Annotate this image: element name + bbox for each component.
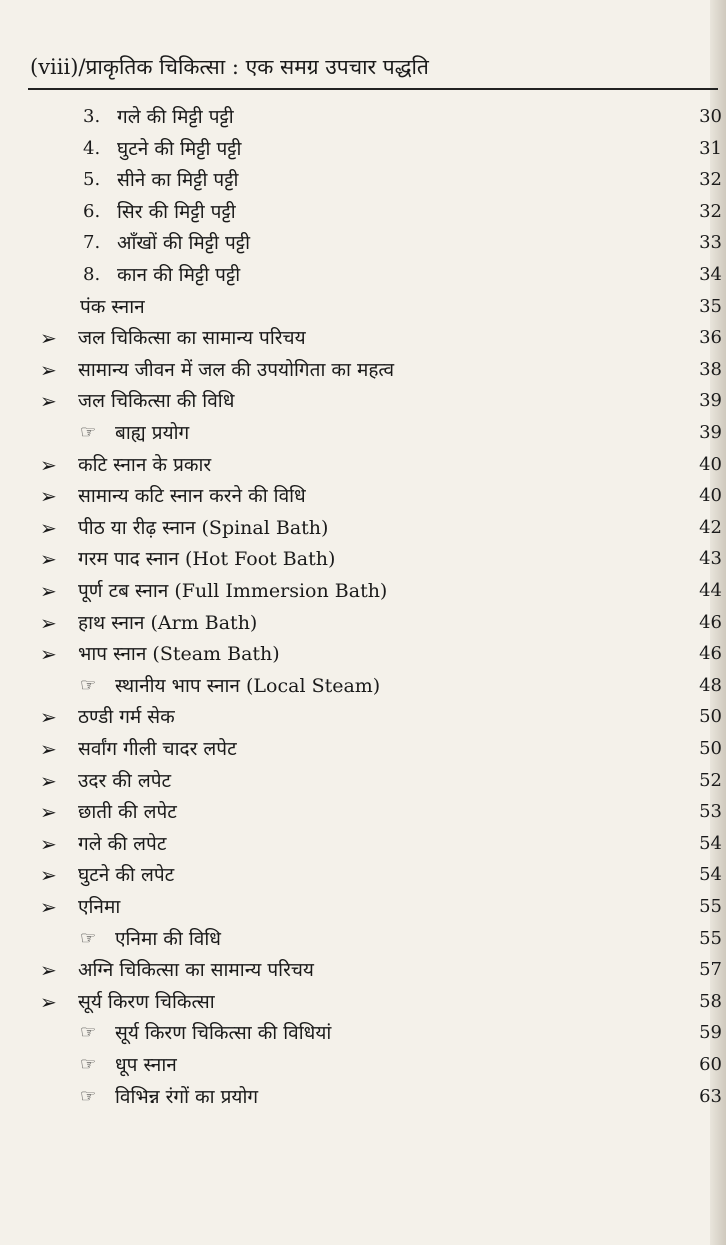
entry-page-number: 63 bbox=[699, 1085, 722, 1107]
arrow-bullet-icon: ➢ bbox=[40, 547, 57, 572]
toc-entry bbox=[0, 576, 726, 606]
arrow-bullet-icon: ➢ bbox=[40, 515, 57, 540]
entry-title: सूर्य किरण चिकित्सा bbox=[78, 990, 215, 1013]
entry-page-number: 53 bbox=[699, 801, 722, 823]
entry-page-number: 57 bbox=[699, 959, 722, 981]
entry-page-number: 42 bbox=[699, 516, 722, 538]
entry-page-number: 43 bbox=[699, 548, 722, 570]
arrow-bullet-icon: ➢ bbox=[40, 389, 57, 414]
entry-page-number: 40 bbox=[699, 453, 722, 475]
arrow-bullet-icon: ➢ bbox=[40, 863, 57, 888]
entry-title: एनिमा की विधि bbox=[115, 927, 221, 950]
entry-title: सूर्य किरण चिकित्सा की विधियां bbox=[115, 1022, 332, 1045]
entry-number: 5. bbox=[83, 169, 101, 191]
entry-number: 4. bbox=[83, 137, 101, 159]
toc-entry bbox=[0, 102, 726, 132]
entry-title: अग्नि चिकित्सा का सामान्य परिचय bbox=[78, 959, 314, 982]
entry-page-number: 32 bbox=[699, 169, 722, 191]
entry-page-number: 60 bbox=[699, 1054, 722, 1075]
pointing-hand-icon: ☞ bbox=[80, 1022, 97, 1044]
arrow-bullet-icon: ➢ bbox=[40, 705, 57, 730]
entry-page-number: 35 bbox=[699, 295, 722, 317]
toc-entry bbox=[0, 892, 726, 922]
entry-page-number: 36 bbox=[699, 327, 722, 349]
entry-title: सीने का मिट्टी पट्टी bbox=[117, 169, 239, 192]
entry-page-number: 39 bbox=[699, 422, 722, 443]
entry-title: हाथ स्नान (Arm Bath) bbox=[78, 611, 258, 634]
toc-entry bbox=[0, 797, 726, 827]
toc-entry bbox=[0, 702, 726, 732]
toc-entry bbox=[0, 608, 726, 638]
entry-title: सिर की मिट्टी पट्टी bbox=[117, 200, 236, 223]
toc-entry bbox=[0, 260, 726, 290]
entry-number: 3. bbox=[83, 106, 101, 127]
entry-title: कान की मिट्टी पट्टी bbox=[117, 264, 241, 286]
entry-title: भाप स्नान (Steam Bath) bbox=[78, 643, 280, 666]
entry-title: पीठ या रीढ़ स्नान (Spinal Bath) bbox=[78, 516, 329, 539]
entry-page-number: 38 bbox=[699, 358, 722, 380]
entry-page-number: 31 bbox=[699, 137, 722, 159]
entry-page-number: 40 bbox=[699, 485, 722, 507]
entry-page-number: 55 bbox=[699, 927, 722, 949]
entry-title: छाती की लपेट bbox=[78, 801, 177, 824]
arrow-bullet-icon: ➢ bbox=[40, 326, 57, 351]
arrow-bullet-icon: ➢ bbox=[40, 610, 57, 635]
toc-entry bbox=[0, 450, 726, 480]
toc-entry bbox=[0, 165, 726, 195]
toc-entry bbox=[0, 766, 726, 796]
entry-number: 6. bbox=[83, 200, 101, 222]
toc-entry bbox=[0, 924, 726, 954]
entry-title: उदर की लपेट bbox=[78, 769, 172, 792]
entry-title: घुटने की मिट्टी पट्टी bbox=[117, 137, 242, 160]
toc-entry bbox=[0, 1050, 726, 1080]
arrow-bullet-icon: ➢ bbox=[40, 800, 57, 825]
arrow-bullet-icon: ➢ bbox=[40, 989, 57, 1014]
entry-page-number: 32 bbox=[699, 200, 722, 222]
arrow-bullet-icon: ➢ bbox=[40, 452, 57, 477]
toc-entry bbox=[0, 197, 726, 227]
entry-title: सर्वांग गीली चादर लपेट bbox=[78, 738, 237, 760]
entry-page-number: 30 bbox=[699, 106, 722, 127]
entry-page-number: 54 bbox=[699, 832, 722, 854]
entry-title: विभिन्न रंगों का प्रयोग bbox=[115, 1085, 259, 1108]
toc-entry bbox=[0, 639, 726, 669]
entry-page-number: 59 bbox=[699, 1022, 722, 1044]
toc-entry bbox=[0, 323, 726, 353]
toc-entry bbox=[0, 955, 726, 985]
entry-page-number: 39 bbox=[699, 390, 722, 412]
entry-title: जल चिकित्सा का सामान्य परिचय bbox=[78, 327, 306, 350]
toc-entry bbox=[0, 1082, 726, 1112]
arrow-bullet-icon: ➢ bbox=[40, 579, 57, 603]
toc-entry bbox=[0, 228, 726, 258]
pointing-hand-icon: ☞ bbox=[80, 422, 97, 443]
toc-entry bbox=[0, 1018, 726, 1048]
entry-title: पंक स्नान bbox=[80, 295, 145, 318]
running-header: (viii)/प्राकृतिक चिकित्सा : एक समग्र उपचार पद्धति bbox=[30, 55, 429, 79]
toc-entry bbox=[0, 292, 726, 322]
entry-page-number: 48 bbox=[699, 674, 722, 696]
arrow-bullet-icon: ➢ bbox=[40, 895, 57, 919]
toc-entry bbox=[0, 134, 726, 164]
toc-entry bbox=[0, 544, 726, 574]
pointing-hand-icon: ☞ bbox=[80, 1054, 97, 1075]
entry-title: आँखों की मिट्टी पट्टी bbox=[117, 232, 251, 255]
entry-title: जल चिकित्सा की विधि bbox=[78, 390, 235, 413]
entry-title: धूप स्नान bbox=[115, 1054, 177, 1076]
arrow-bullet-icon: ➢ bbox=[40, 737, 57, 761]
entry-page-number: 55 bbox=[699, 896, 722, 917]
toc-entry bbox=[0, 513, 726, 543]
entry-title: ठण्डी गर्म सेक bbox=[78, 706, 175, 729]
entry-page-number: 50 bbox=[699, 738, 722, 759]
arrow-bullet-icon: ➢ bbox=[40, 484, 57, 509]
entry-page-number: 46 bbox=[699, 611, 722, 633]
toc-entry bbox=[0, 671, 726, 701]
arrow-bullet-icon: ➢ bbox=[40, 642, 57, 667]
header-rule bbox=[28, 88, 718, 90]
toc-entry bbox=[0, 860, 726, 890]
entry-page-number: 54 bbox=[699, 864, 722, 886]
entry-page-number: 58 bbox=[699, 990, 722, 1012]
entry-number: 7. bbox=[83, 232, 101, 254]
toc-entry bbox=[0, 355, 726, 385]
arrow-bullet-icon: ➢ bbox=[40, 357, 57, 382]
entry-page-number: 52 bbox=[699, 769, 722, 791]
entry-title: कटि स्नान के प्रकार bbox=[78, 453, 212, 476]
arrow-bullet-icon: ➢ bbox=[40, 958, 57, 983]
arrow-bullet-icon: ➢ bbox=[40, 831, 57, 856]
toc-entry bbox=[0, 481, 726, 511]
entry-title: सामान्य जीवन में जल की उपयोगिता का महत्व bbox=[78, 358, 395, 381]
entry-title: बाह्य प्रयोग bbox=[115, 422, 190, 444]
toc-entry bbox=[0, 734, 726, 764]
entry-title: सामान्य कटि स्नान करने की विधि bbox=[78, 485, 306, 508]
pointing-hand-icon: ☞ bbox=[80, 674, 97, 696]
entry-title: गले की मिट्टी पट्टी bbox=[117, 106, 234, 128]
entry-page-number: 44 bbox=[699, 580, 722, 601]
entry-page-number: 50 bbox=[699, 706, 722, 728]
entry-page-number: 34 bbox=[699, 264, 722, 285]
entry-title: पूर्ण टब स्नान (Full Immersion Bath) bbox=[78, 580, 388, 602]
entry-title: घुटने की लपेट bbox=[78, 864, 175, 887]
toc-entry bbox=[0, 386, 726, 416]
entry-page-number: 46 bbox=[699, 643, 722, 665]
entry-page-number: 33 bbox=[699, 232, 722, 254]
entry-title: स्थानीय भाप स्नान (Local Steam) bbox=[115, 674, 381, 697]
toc-entry bbox=[0, 987, 726, 1017]
entry-title: एनिमा bbox=[78, 896, 121, 918]
pointing-hand-icon: ☞ bbox=[80, 927, 97, 949]
arrow-bullet-icon: ➢ bbox=[40, 768, 57, 793]
entry-number: 8. bbox=[83, 264, 101, 285]
toc-entry bbox=[0, 418, 726, 448]
pointing-hand-icon: ☞ bbox=[80, 1085, 97, 1107]
entry-title: गरम पाद स्नान (Hot Foot Bath) bbox=[78, 548, 336, 571]
entry-title: गले की लपेट bbox=[78, 832, 167, 855]
toc-entry bbox=[0, 829, 726, 859]
